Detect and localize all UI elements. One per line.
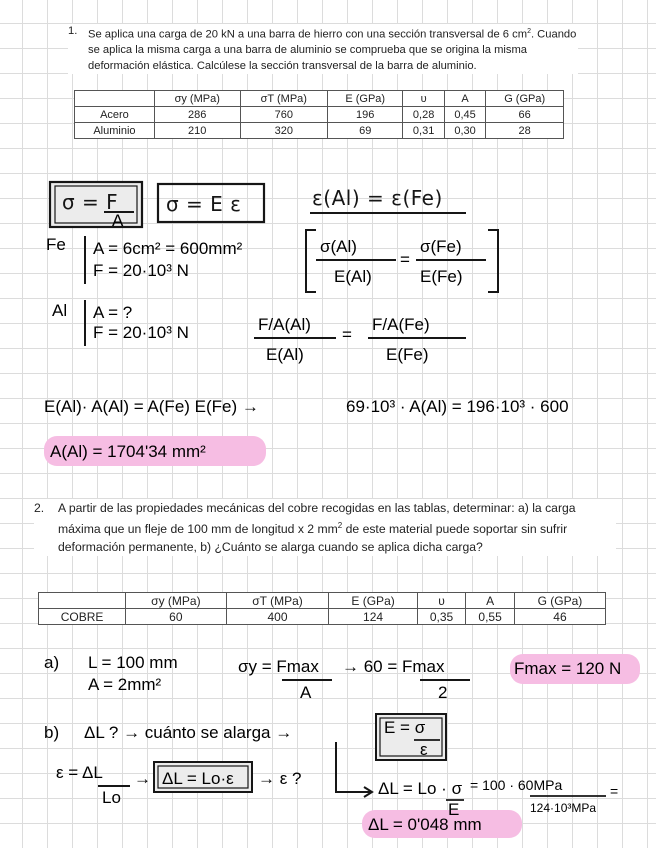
table-cell: COBRE — [39, 609, 126, 625]
result-area-aluminio: A(Al) = 1704'34 mm² — [50, 442, 206, 461]
table-cell: 0,55 — [466, 609, 515, 625]
yield-formula: σy = Fmax — [238, 657, 319, 676]
fe-label: Fe — [46, 235, 66, 254]
elongation-formula: ΔL = Lo·ε — [162, 769, 234, 788]
problem-2-sup: 2 — [337, 521, 343, 530]
fa-right-num: F/A(Fe) — [372, 315, 430, 334]
table-header-cell: σy (MPa) — [154, 91, 240, 107]
table-cell: 0,31 — [403, 123, 444, 139]
table-header-cell: G (GPa) — [514, 593, 605, 609]
table-cell: 210 — [154, 123, 240, 139]
part-a-label: a) — [44, 653, 60, 672]
table-header-cell: E (GPa) — [329, 593, 417, 609]
fa-right-den: E(Fe) — [386, 345, 429, 364]
table-cell: 0,28 — [403, 107, 444, 123]
table-header-cell: A — [466, 593, 515, 609]
fa-left-den: E(Al) — [266, 345, 304, 364]
part-a-area: A = 2mm² — [88, 675, 162, 694]
right-bracket — [488, 230, 498, 292]
table-header-cell: E (GPa) — [328, 91, 403, 107]
elongation-formula-2: ΔL = Lo · σ — [378, 779, 463, 798]
elongation-den: E — [448, 800, 460, 819]
table-cell: 66 — [486, 107, 564, 123]
frac-left-num: σ(Al) — [320, 237, 357, 256]
problem-2-number: 2. — [34, 501, 45, 515]
table-header-cell: υ — [403, 91, 444, 107]
calc-equals: = — [610, 783, 619, 799]
part-a-length: L = 100 mm — [88, 653, 178, 672]
yield-value: → 60 = Fmax — [342, 657, 445, 676]
problem-2-text-end: de este material puede soportar sin sufrir deformación permanente, b) ¿Cuánto se alarga cuando se aplica dicha carga? — [58, 522, 568, 555]
result-fmax: Fmax = 120 N — [514, 659, 622, 678]
table-cell: 320 — [240, 123, 328, 139]
table-cell: 60 — [126, 609, 227, 625]
table-header-cell: σT (MPa) — [240, 91, 328, 107]
frac-right-num: σ(Fe) — [420, 237, 462, 256]
table-header-cell: σy (MPa) — [126, 593, 227, 609]
long-equation-left: E(Al)· A(Al) = A(Fe) E(Fe) → — [44, 397, 259, 416]
stress-formula: σ = F — [62, 190, 119, 214]
table-cell: 0,35 — [417, 609, 466, 625]
table-cell: 124 — [329, 609, 417, 625]
table-header-cell: G (GPa) — [486, 91, 564, 107]
elongation-calc: = 100 · 60MPa — [470, 777, 563, 793]
strain-equality: ε(Al) = ε(Fe) — [312, 186, 443, 210]
table-cell: 400 — [226, 609, 329, 625]
table-cell: 0,45 — [444, 107, 485, 123]
table-cell: Aluminio — [75, 123, 155, 139]
problem-1-text: Se aplica una carga de 20 kN a una barra de hierro con una sección transversal de 6 cm — [88, 28, 528, 41]
problem-2-text: A partir de las propiedades mecánicas del cobre recogidas en las tablas, determinar: a) la carga máxima que un fleje de 100 mm de longitud x 2 mm — [58, 501, 576, 537]
table-cell: 286 — [154, 107, 240, 123]
table-cell: 0,30 — [444, 123, 485, 139]
part-b-label: b) — [44, 723, 60, 742]
result-elongation: ΔL = 0'048 mm — [368, 815, 482, 834]
frac-equals: = — [400, 250, 410, 269]
problem-1-text-end: . Cuando se aplica la misma carga a una barra de aluminio se comprueba que se origina la misma deformación elástica. Calcúlese la sección transversal de la barra de aluminio. — [88, 28, 577, 72]
calc-den: 124·10³MPa — [530, 801, 597, 815]
problem-1-sup: 2 — [527, 28, 531, 35]
young-formula: E = σ — [384, 718, 426, 737]
frac-left-den: E(Al) — [334, 267, 372, 286]
al-force: F = 20·10³ N — [93, 323, 189, 342]
table-header-cell: A — [444, 91, 485, 107]
strain-den: Lo — [102, 788, 121, 807]
table-cell: 760 — [240, 107, 328, 123]
long-equation-right: 69·10³ · A(Al) = 196·10³ · 600 — [346, 397, 569, 416]
yield-value-den: 2 — [438, 683, 448, 702]
fa-equals: = — [342, 325, 352, 344]
problem-1-number: 1. — [68, 25, 78, 37]
table-cell: 196 — [328, 107, 403, 123]
fe-area: A = 6cm² = 600mm² — [93, 239, 243, 258]
fa-left-num: F/A(Al) — [258, 315, 311, 334]
hooke-formula: σ = E ε — [166, 192, 242, 216]
connector-arrow — [336, 742, 370, 792]
table-cell: 28 — [486, 123, 564, 139]
strain-question: → ε ? — [258, 769, 302, 788]
young-den: ε — [420, 740, 428, 759]
al-area: A = ? — [93, 303, 133, 322]
table-cell: 69 — [328, 123, 403, 139]
table-header-cell: σT (MPa) — [226, 593, 329, 609]
table-cell: 46 — [514, 609, 605, 625]
left-bracket — [306, 230, 316, 292]
strain-formula: ε = ΔL — [56, 763, 103, 782]
part-b-question: ΔL ? → cuánto se alarga → — [84, 723, 293, 742]
yield-den: A — [300, 683, 312, 702]
fe-force: F = 20·10³ N — [93, 261, 189, 280]
frac-right-den: E(Fe) — [420, 267, 463, 286]
al-label: Al — [52, 301, 68, 320]
table-header-cell: υ — [417, 593, 466, 609]
stress-denominator: A — [112, 211, 124, 230]
table-cell: Acero — [75, 107, 155, 123]
strain-arrow: → — [134, 769, 151, 788]
